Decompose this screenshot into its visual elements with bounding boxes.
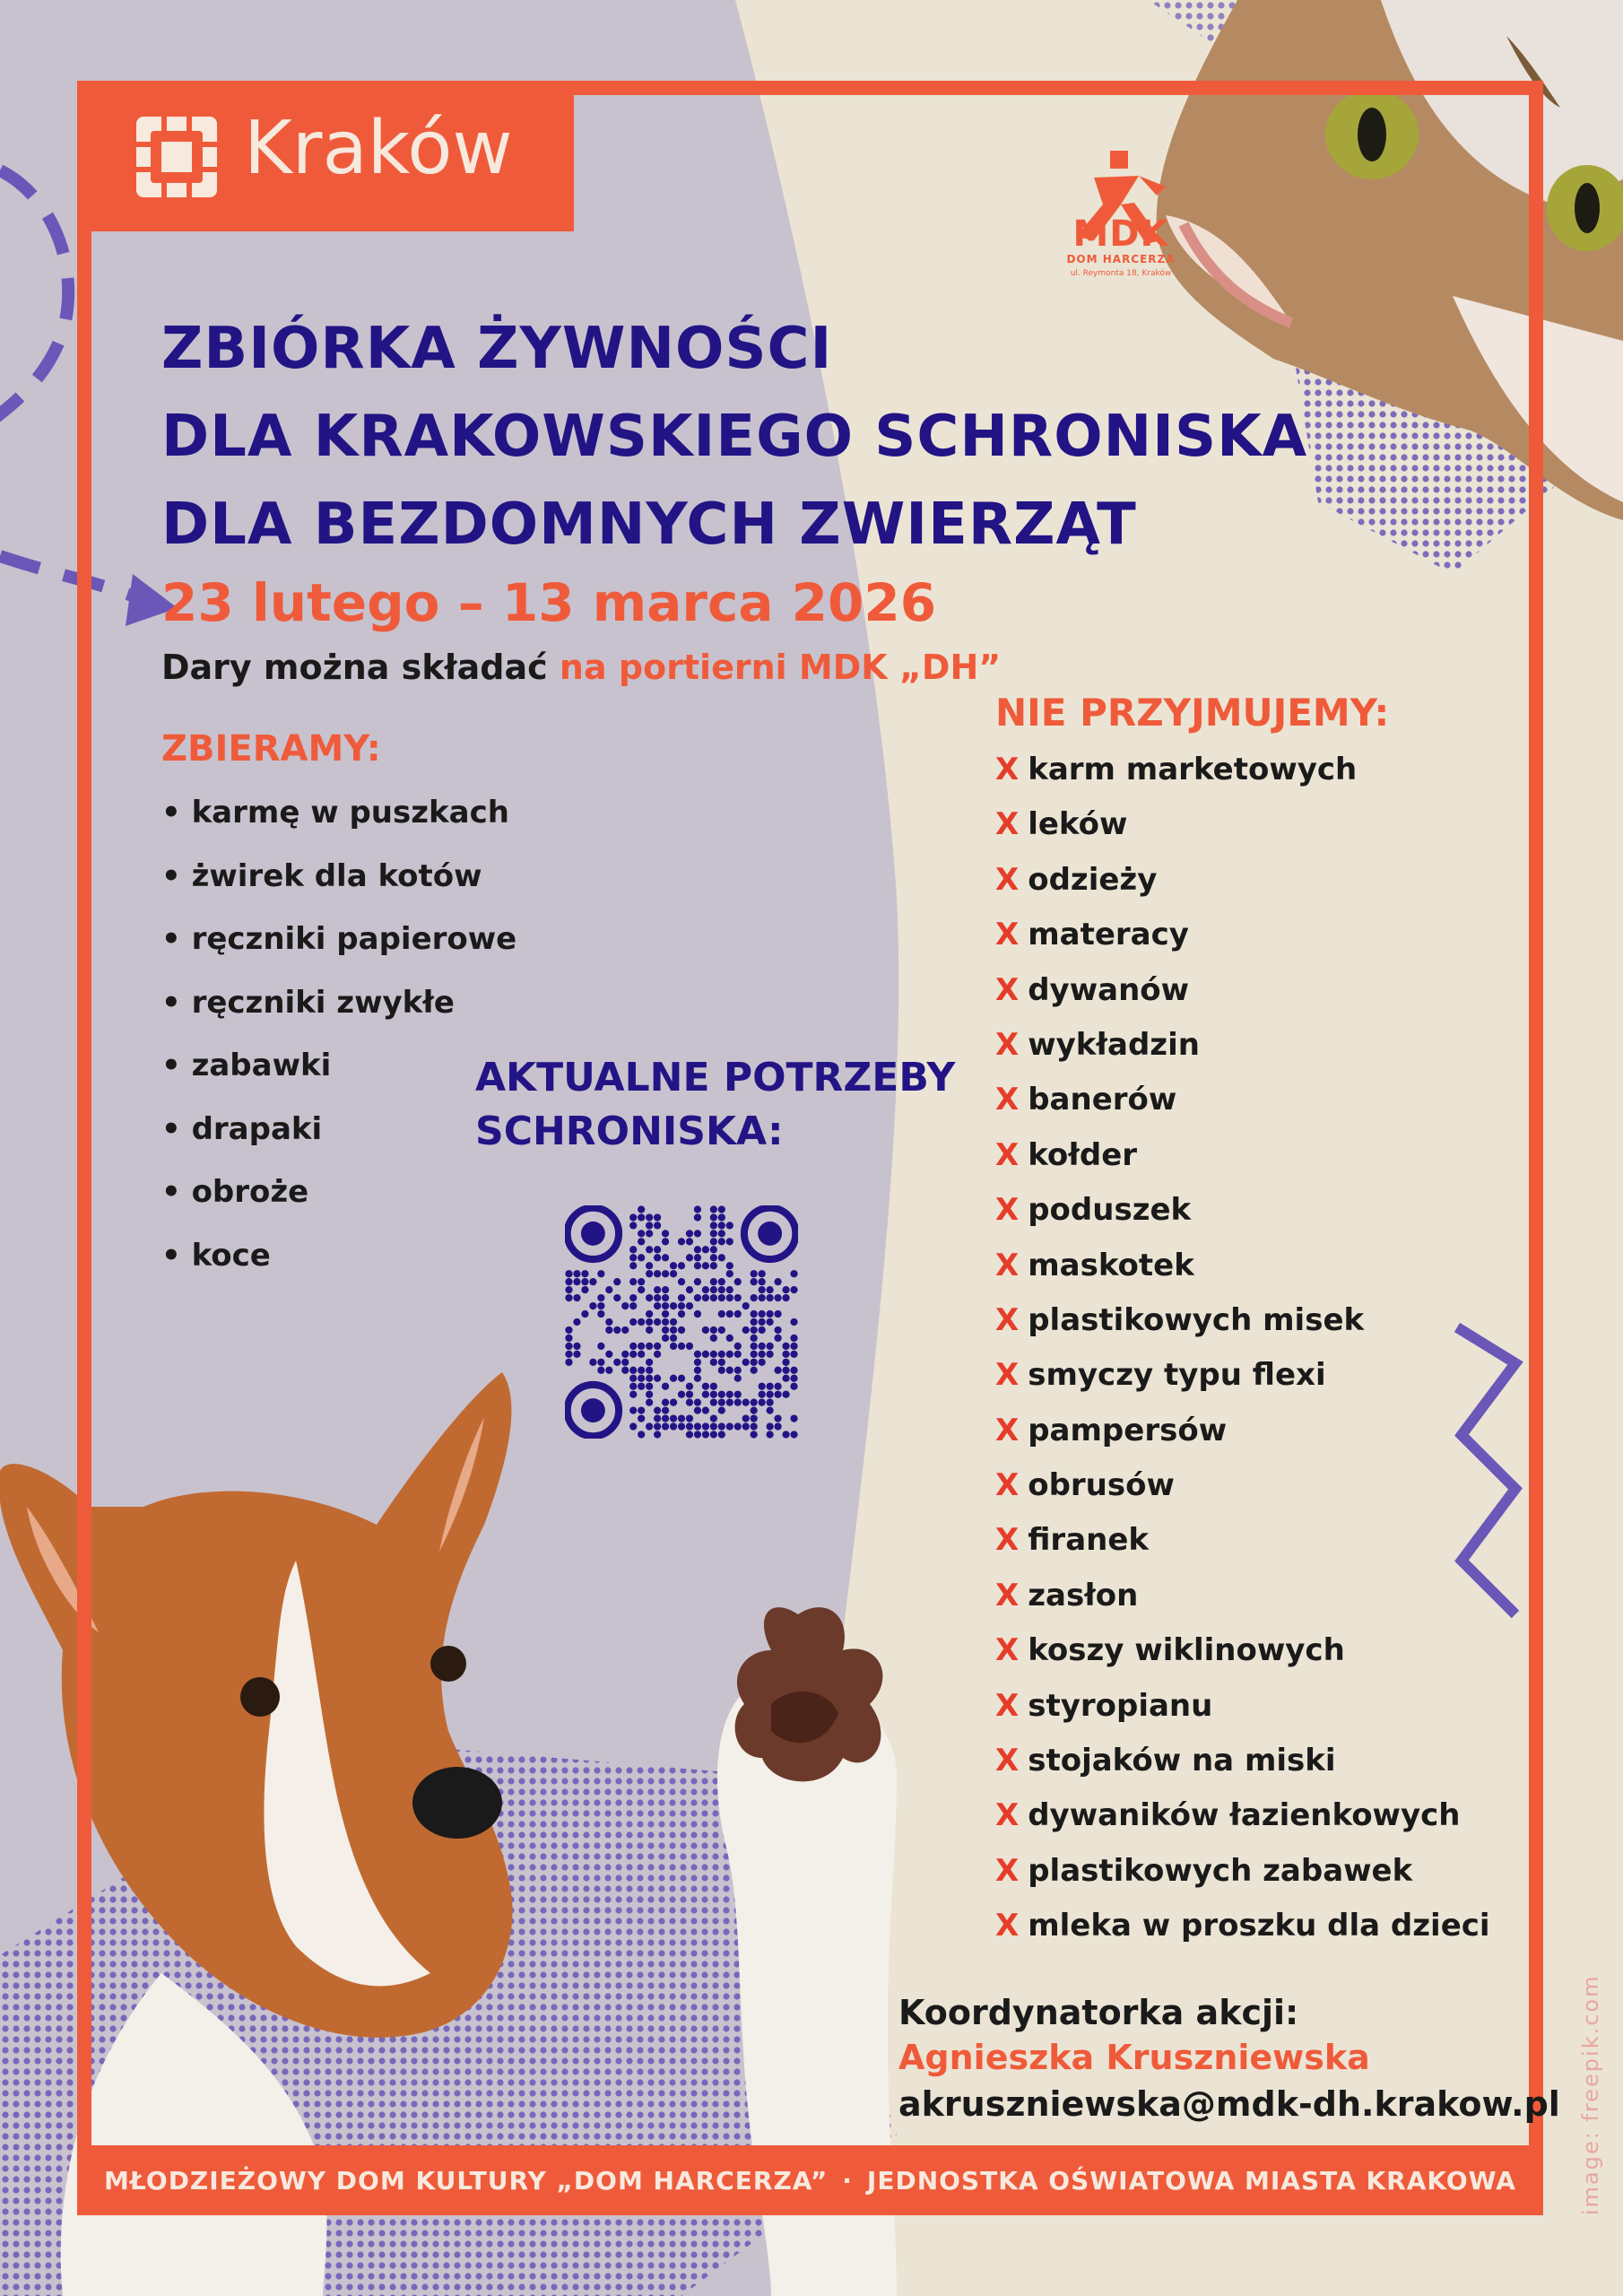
x-mark-icon: X [995,861,1020,898]
list-item [995,1302,1490,1357]
mdk-subtitle: DOM HARCERZA [1066,253,1176,265]
needs-title [475,1051,955,1159]
needs-title-line-2: SCHRONISKA: [475,1109,784,1154]
list-item [995,1248,1490,1302]
list-item-label: poduszek [1028,1192,1192,1229]
list-item [995,1578,1490,1632]
x-mark-icon: X [995,1467,1020,1504]
list-item [995,806,1490,861]
donation-prefix: Dary można składać [161,648,548,687]
list-item [995,1467,1490,1522]
list-item-label: dywaników łazienkowych [1028,1797,1461,1834]
list-item [995,1853,1490,1908]
x-mark-icon: X [995,971,1020,1008]
list-item-label: mleka w proszku dla dzieci [1028,1908,1490,1944]
qr-code-icon[interactable] [565,1205,798,1439]
x-mark-icon: X [995,1577,1020,1613]
x-mark-icon: X [995,1026,1020,1063]
donation-location: na portierni MDK „DH” [559,648,1002,687]
x-mark-icon: X [995,1192,1020,1229]
list-item-label: karm marketowych [1028,752,1358,787]
list-item [995,1027,1490,1082]
list-item [995,862,1490,917]
footer-separator: · [842,2165,853,2196]
list-item-label: firanek [1028,1522,1150,1559]
list-item [995,752,1490,806]
krakow-logo-icon [136,117,217,197]
list-item-label: plastikowych misek [1028,1301,1365,1338]
x-mark-icon: X [995,917,1020,953]
reject-title: NIE PRZYJMUJEMY: [995,691,1390,735]
list-item [995,917,1490,971]
list-item-label: smyczy typu flexi [1028,1357,1326,1394]
list-item [995,1413,1490,1467]
list-item-label: kołder [1028,1136,1138,1173]
list-item-label: maskotek [1028,1247,1194,1283]
list-item-label: stojaków na miski [1028,1743,1336,1779]
headline-line-1: ZBIÓRKA ŻYWNOŚCI [161,316,833,382]
reject-list [995,752,1490,1963]
list-item-label: materacy [1028,917,1189,953]
list-item-label: wykładzin [1028,1026,1200,1063]
list-item: • obroże [161,1174,309,1210]
x-mark-icon: X [995,1412,1020,1448]
x-mark-icon: X [995,1797,1020,1834]
list-item: • ręczniki zwykłe [161,984,455,1021]
list-item [995,1797,1490,1852]
coordinator-email[interactable]: akruszniewska@mdk-dh.krakow.pl [898,2084,1560,2124]
list-item-label: leków [1028,806,1128,843]
headline [161,305,1307,569]
x-mark-icon: X [995,752,1020,787]
city-name: Kraków [244,106,513,191]
mdk-figure-icon [1067,115,1175,294]
list-item [995,1908,1490,1962]
list-item-label: odzieży [1028,861,1158,898]
list-item-label: banerów [1028,1082,1177,1118]
x-mark-icon: X [995,1743,1020,1779]
x-mark-icon: X [995,1522,1020,1559]
x-mark-icon: X [995,1247,1020,1283]
image-credit: image: freepik.com [1578,1974,1603,2215]
list-item: • zabawki [161,1048,332,1083]
event-dates: 23 lutego – 13 marca 2026 [161,572,937,633]
headline-line-3: DLA BEZDOMNYCH ZWIERZĄT [161,491,1137,558]
x-mark-icon: X [995,1136,1020,1173]
collect-list [161,795,516,1300]
list-item-label: styropianu [1028,1687,1213,1724]
headline-line-2: DLA KRAKOWSKIEGO SCHRONISKA [161,404,1308,470]
mdk-name: MDK [1072,213,1169,255]
x-mark-icon: X [995,806,1020,843]
list-item: • karmę w puszkach [161,795,509,831]
footer-left: MŁODZIEŻOWY DOM KULTURY „DOM HARCERZA” [104,2165,829,2196]
needs-title-line-1: AKTUALNE POTRZEBY [475,1055,956,1100]
mdk-address: ul. Reymonta 18, Kraków [1070,269,1172,278]
list-item [995,972,1490,1027]
x-mark-icon: X [995,1301,1020,1338]
footer-bar [77,2145,1543,2215]
list-item [995,1743,1490,1797]
list-item-label: dywanów [1028,971,1190,1008]
x-mark-icon: X [995,1908,1020,1944]
footer-right: JEDNOSTKA OŚWIATOWA MIASTA KRAKOWA [866,2165,1516,2196]
list-item [995,1688,1490,1743]
list-item [995,1632,1490,1687]
x-mark-icon: X [995,1082,1020,1118]
list-item-label: obrusów [1028,1467,1175,1504]
list-item [995,1522,1490,1577]
collect-title: ZBIERAMY: [161,728,381,770]
coordinator-name: Agnieszka Kruszniewska [898,2038,1370,2077]
list-item: • ręczniki papierowe [161,921,517,957]
list-item [995,1082,1490,1136]
list-item-label: pampersów [1028,1412,1228,1448]
list-item-label: koszy wiklinowych [1028,1632,1345,1669]
x-mark-icon: X [995,1632,1020,1669]
x-mark-icon: X [995,1687,1020,1724]
x-mark-icon: X [995,1357,1020,1394]
donation-info [161,648,1001,687]
x-mark-icon: X [995,1852,1020,1889]
list-item [995,1137,1490,1192]
list-item: • koce [161,1237,271,1274]
coordinator-label: Koordynatorka akcji: [898,1993,1299,2032]
list-item-label: zasłon [1028,1577,1139,1613]
list-item: • drapaki [161,1110,323,1147]
list-item [995,1357,1490,1412]
list-item [995,1192,1490,1247]
list-item: • żwirek dla kotów [161,857,482,894]
list-item-label: plastikowych zabawek [1028,1852,1413,1889]
